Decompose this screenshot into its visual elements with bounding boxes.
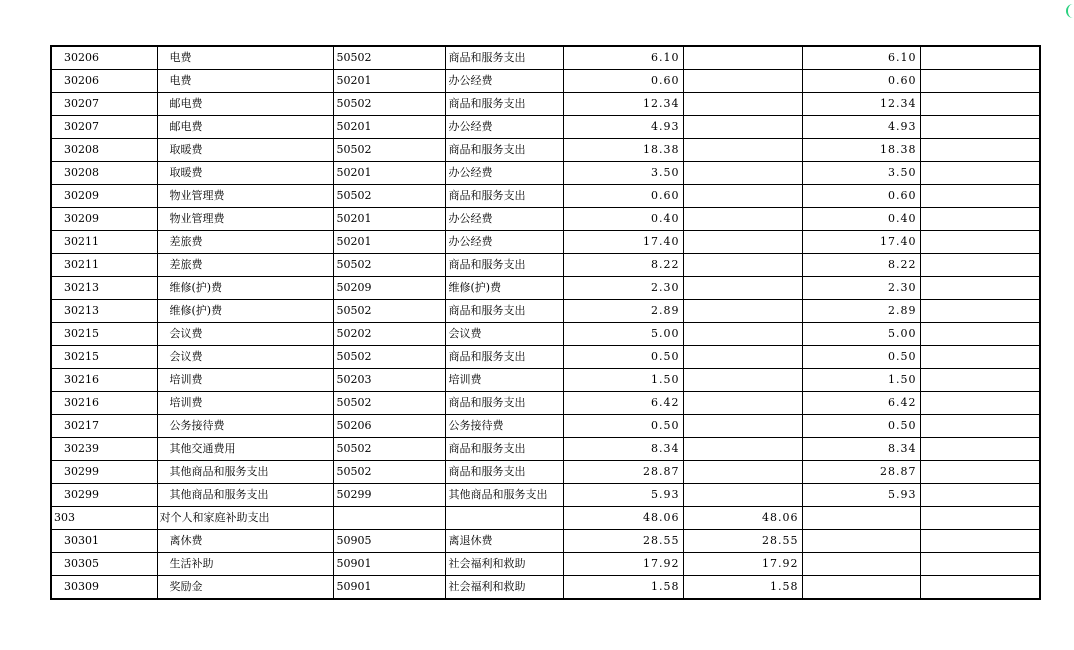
econ-code-cell: 50901 — [333, 553, 445, 576]
econ-code-cell: 50299 — [333, 484, 445, 507]
other-cell — [920, 277, 1040, 300]
function-code-cell: 30305 — [51, 553, 157, 576]
econ-code-cell: 50502 — [333, 346, 445, 369]
function-name-cell: 差旅费 — [157, 231, 333, 254]
basic-amount-cell — [683, 369, 802, 392]
other-cell — [920, 415, 1040, 438]
basic-amount-cell: 48.06 — [683, 507, 802, 530]
econ-name-cell: 会议费 — [445, 323, 563, 346]
econ-code-cell: 50201 — [333, 162, 445, 185]
econ-name-cell: 商品和服务支出 — [445, 139, 563, 162]
econ-name-cell: 商品和服务支出 — [445, 438, 563, 461]
econ-name-cell: 社会福利和救助 — [445, 576, 563, 600]
function-code-cell: 30206 — [51, 70, 157, 93]
econ-code-cell: 50502 — [333, 139, 445, 162]
basic-amount-cell — [683, 392, 802, 415]
total-amount-cell: 6.42 — [563, 392, 683, 415]
basic-amount-cell — [683, 277, 802, 300]
econ-code-cell: 50201 — [333, 208, 445, 231]
basic-amount-cell — [683, 231, 802, 254]
other-cell — [920, 208, 1040, 231]
total-amount-cell: 28.55 — [563, 530, 683, 553]
table-row — [51, 93, 1040, 116]
other-cell — [920, 116, 1040, 139]
basic-amount-cell: 1.58 — [683, 576, 802, 600]
function-name-cell: 其他交通费用 — [157, 438, 333, 461]
project-amount-cell: 4.93 — [802, 116, 920, 139]
total-amount-cell: 0.40 — [563, 208, 683, 231]
table-row — [51, 461, 1040, 484]
table-row — [51, 346, 1040, 369]
function-code-cell: 303 — [51, 507, 157, 530]
econ-name-cell: 办公经费 — [445, 70, 563, 93]
function-code-cell: 30309 — [51, 576, 157, 600]
function-code-cell: 30239 — [51, 438, 157, 461]
project-amount-cell: 1.50 — [802, 369, 920, 392]
total-amount-cell: 18.38 — [563, 139, 683, 162]
econ-name-cell: 其他商品和服务支出 — [445, 484, 563, 507]
econ-name-cell: 商品和服务支出 — [445, 461, 563, 484]
function-name-cell: 公务接待费 — [157, 415, 333, 438]
function-name-cell: 会议费 — [157, 346, 333, 369]
project-amount-cell: 0.50 — [802, 346, 920, 369]
total-amount-cell: 17.92 — [563, 553, 683, 576]
function-name-cell: 差旅费 — [157, 254, 333, 277]
function-code-cell: 30216 — [51, 369, 157, 392]
total-amount-cell: 17.40 — [563, 231, 683, 254]
total-amount-cell: 12.34 — [563, 93, 683, 116]
basic-amount-cell — [683, 323, 802, 346]
table-row — [51, 507, 1040, 530]
function-code-cell: 30213 — [51, 277, 157, 300]
other-cell — [920, 438, 1040, 461]
econ-name-cell: 公务接待费 — [445, 415, 563, 438]
other-cell — [920, 392, 1040, 415]
table-row — [51, 300, 1040, 323]
total-amount-cell: 0.50 — [563, 415, 683, 438]
project-amount-cell: 17.40 — [802, 231, 920, 254]
other-cell — [920, 162, 1040, 185]
basic-amount-cell — [683, 70, 802, 93]
project-amount-cell: 2.89 — [802, 300, 920, 323]
other-cell — [920, 553, 1040, 576]
other-cell — [920, 484, 1040, 507]
function-name-cell: 邮电费 — [157, 116, 333, 139]
basic-amount-cell — [683, 139, 802, 162]
table-row — [51, 484, 1040, 507]
total-amount-cell: 2.89 — [563, 300, 683, 323]
function-name-cell: 取暖费 — [157, 162, 333, 185]
function-name-cell: 其他商品和服务支出 — [157, 461, 333, 484]
function-name-cell: 维修(护)费 — [157, 277, 333, 300]
econ-name-cell — [445, 507, 563, 530]
project-amount-cell: 2.30 — [802, 277, 920, 300]
function-name-cell: 生活补助 — [157, 553, 333, 576]
project-amount-cell — [802, 530, 920, 553]
econ-name-cell: 商品和服务支出 — [445, 346, 563, 369]
project-amount-cell: 12.34 — [802, 93, 920, 116]
econ-code-cell: 50202 — [333, 323, 445, 346]
econ-code-cell: 50905 — [333, 530, 445, 553]
econ-code-cell: 50201 — [333, 116, 445, 139]
other-cell — [920, 254, 1040, 277]
table-row — [51, 415, 1040, 438]
function-code-cell: 30299 — [51, 484, 157, 507]
econ-name-cell: 办公经费 — [445, 116, 563, 139]
table-row — [51, 254, 1040, 277]
econ-name-cell: 商品和服务支出 — [445, 254, 563, 277]
project-amount-cell: 0.60 — [802, 70, 920, 93]
other-cell — [920, 461, 1040, 484]
total-amount-cell: 6.10 — [563, 46, 683, 70]
total-amount-cell: 28.87 — [563, 461, 683, 484]
basic-amount-cell — [683, 208, 802, 231]
table-row — [51, 231, 1040, 254]
basic-amount-cell — [683, 415, 802, 438]
project-amount-cell: 18.38 — [802, 139, 920, 162]
function-name-cell: 取暖费 — [157, 139, 333, 162]
econ-name-cell: 办公经费 — [445, 231, 563, 254]
table-row — [51, 139, 1040, 162]
function-code-cell: 30207 — [51, 116, 157, 139]
table-row — [51, 392, 1040, 415]
function-code-cell: 30301 — [51, 530, 157, 553]
function-code-cell: 30299 — [51, 461, 157, 484]
project-amount-cell — [802, 553, 920, 576]
table-row — [51, 323, 1040, 346]
econ-code-cell: 50502 — [333, 438, 445, 461]
project-amount-cell: 6.10 — [802, 46, 920, 70]
other-cell — [920, 139, 1040, 162]
econ-code-cell: 50502 — [333, 185, 445, 208]
total-amount-cell: 1.58 — [563, 576, 683, 600]
econ-name-cell: 办公经费 — [445, 162, 563, 185]
basic-amount-cell — [683, 461, 802, 484]
basic-amount-cell — [683, 300, 802, 323]
function-name-cell: 对个人和家庭补助支出 — [157, 507, 333, 530]
econ-code-cell: 50209 — [333, 277, 445, 300]
function-name-cell: 培训费 — [157, 392, 333, 415]
basic-amount-cell: 17.92 — [683, 553, 802, 576]
function-name-cell: 物业管理费 — [157, 208, 333, 231]
econ-code-cell: 50901 — [333, 576, 445, 600]
function-code-cell: 30211 — [51, 254, 157, 277]
econ-name-cell: 商品和服务支出 — [445, 185, 563, 208]
econ-code-cell: 50206 — [333, 415, 445, 438]
total-amount-cell: 5.93 — [563, 484, 683, 507]
econ-code-cell: 50502 — [333, 461, 445, 484]
basic-amount-cell — [683, 346, 802, 369]
econ-name-cell: 办公经费 — [445, 208, 563, 231]
table-body — [51, 46, 1040, 599]
econ-code-cell: 50502 — [333, 392, 445, 415]
basic-amount-cell — [683, 185, 802, 208]
econ-name-cell: 商品和服务支出 — [445, 300, 563, 323]
basic-amount-cell — [683, 484, 802, 507]
project-amount-cell: 8.34 — [802, 438, 920, 461]
project-amount-cell: 5.93 — [802, 484, 920, 507]
total-amount-cell: 0.60 — [563, 70, 683, 93]
function-code-cell: 30208 — [51, 139, 157, 162]
table-row — [51, 438, 1040, 461]
function-name-cell: 离休费 — [157, 530, 333, 553]
econ-code-cell: 50201 — [333, 231, 445, 254]
other-cell — [920, 369, 1040, 392]
other-cell — [920, 46, 1040, 70]
econ-code-cell: 50502 — [333, 46, 445, 70]
table-row — [51, 277, 1040, 300]
other-cell — [920, 346, 1040, 369]
project-amount-cell: 5.00 — [802, 323, 920, 346]
table-row — [51, 208, 1040, 231]
function-code-cell: 30209 — [51, 185, 157, 208]
project-amount-cell: 0.60 — [802, 185, 920, 208]
function-name-cell: 培训费 — [157, 369, 333, 392]
table-row — [51, 162, 1040, 185]
table-row — [51, 553, 1040, 576]
econ-name-cell: 商品和服务支出 — [445, 93, 563, 116]
total-amount-cell: 1.50 — [563, 369, 683, 392]
other-cell — [920, 70, 1040, 93]
total-amount-cell: 3.50 — [563, 162, 683, 185]
function-code-cell: 30208 — [51, 162, 157, 185]
total-amount-cell: 8.34 — [563, 438, 683, 461]
basic-amount-cell — [683, 438, 802, 461]
table-row — [51, 116, 1040, 139]
total-amount-cell: 2.30 — [563, 277, 683, 300]
project-amount-cell — [802, 507, 920, 530]
table-row — [51, 70, 1040, 93]
project-amount-cell — [802, 576, 920, 600]
function-code-cell: 30217 — [51, 415, 157, 438]
other-cell — [920, 576, 1040, 600]
project-amount-cell: 6.42 — [802, 392, 920, 415]
function-name-cell: 奖励金 — [157, 576, 333, 600]
other-cell — [920, 323, 1040, 346]
econ-code-cell: 50502 — [333, 93, 445, 116]
project-amount-cell: 0.40 — [802, 208, 920, 231]
function-code-cell: 30213 — [51, 300, 157, 323]
function-name-cell: 会议费 — [157, 323, 333, 346]
econ-name-cell: 社会福利和救助 — [445, 553, 563, 576]
corner-marker — [1066, 4, 1074, 18]
other-cell — [920, 185, 1040, 208]
function-code-cell: 30216 — [51, 392, 157, 415]
basic-amount-cell — [683, 93, 802, 116]
econ-code-cell — [333, 507, 445, 530]
total-amount-cell: 48.06 — [563, 507, 683, 530]
function-code-cell: 30206 — [51, 46, 157, 70]
other-cell — [920, 93, 1040, 116]
expenditure-table — [50, 45, 1041, 600]
function-name-cell: 其他商品和服务支出 — [157, 484, 333, 507]
other-cell — [920, 507, 1040, 530]
basic-amount-cell — [683, 254, 802, 277]
econ-name-cell: 维修(护)费 — [445, 277, 563, 300]
total-amount-cell: 0.50 — [563, 346, 683, 369]
function-name-cell: 邮电费 — [157, 93, 333, 116]
basic-amount-cell — [683, 116, 802, 139]
table-row — [51, 369, 1040, 392]
other-cell — [920, 530, 1040, 553]
function-code-cell: 30215 — [51, 346, 157, 369]
function-code-cell: 30209 — [51, 208, 157, 231]
other-cell — [920, 231, 1040, 254]
econ-name-cell: 离退休费 — [445, 530, 563, 553]
project-amount-cell: 3.50 — [802, 162, 920, 185]
econ-name-cell: 商品和服务支出 — [445, 46, 563, 70]
econ-name-cell: 培训费 — [445, 369, 563, 392]
project-amount-cell: 0.50 — [802, 415, 920, 438]
table-row — [51, 185, 1040, 208]
table-row — [51, 530, 1040, 553]
total-amount-cell: 4.93 — [563, 116, 683, 139]
total-amount-cell: 0.60 — [563, 185, 683, 208]
function-name-cell: 维修(护)费 — [157, 300, 333, 323]
other-cell — [920, 300, 1040, 323]
table-row — [51, 576, 1040, 600]
total-amount-cell: 5.00 — [563, 323, 683, 346]
project-amount-cell: 8.22 — [802, 254, 920, 277]
econ-code-cell: 50502 — [333, 300, 445, 323]
function-code-cell: 30207 — [51, 93, 157, 116]
function-code-cell: 30211 — [51, 231, 157, 254]
project-amount-cell: 28.87 — [802, 461, 920, 484]
econ-code-cell: 50201 — [333, 70, 445, 93]
basic-amount-cell — [683, 46, 802, 70]
basic-amount-cell — [683, 162, 802, 185]
function-name-cell: 物业管理费 — [157, 185, 333, 208]
function-name-cell: 电费 — [157, 46, 333, 70]
function-name-cell: 电费 — [157, 70, 333, 93]
table-row — [51, 46, 1040, 70]
econ-code-cell: 50203 — [333, 369, 445, 392]
econ-name-cell: 商品和服务支出 — [445, 392, 563, 415]
total-amount-cell: 8.22 — [563, 254, 683, 277]
basic-amount-cell: 28.55 — [683, 530, 802, 553]
econ-code-cell: 50502 — [333, 254, 445, 277]
function-code-cell: 30215 — [51, 323, 157, 346]
